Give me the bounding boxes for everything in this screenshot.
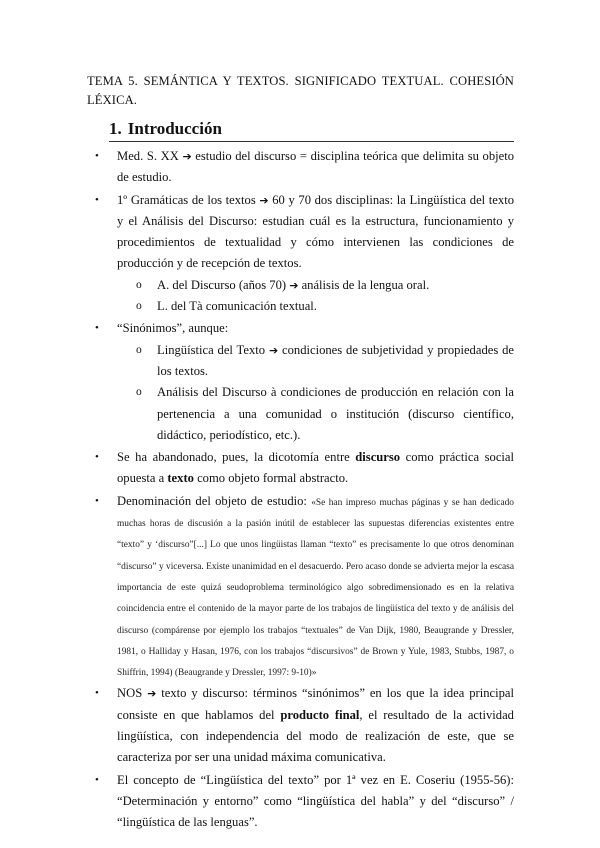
bullet-icon: •	[95, 451, 99, 464]
arrow-right-icon: ➔	[147, 687, 157, 701]
list-item: • Med. S. XX ➔ estudio del discurso = disciplina teórica que delimita su objeto de estudio.	[87, 146, 514, 189]
circle-bullet-icon: o	[136, 300, 142, 313]
circle-bullet-icon: o	[136, 278, 142, 291]
bullet-icon: •	[95, 773, 99, 786]
sub-list-item: o A. del Discurso (años 70) ➔ análisis de la lengua oral.	[117, 275, 514, 296]
arrow-right-icon: ➔	[268, 343, 279, 357]
sub-list-item: o Lingüística del Texto ➔ condiciones de subjetividad y propiedades de los textos.	[117, 340, 514, 383]
list-item: • 1º Gramáticas de los textos ➔ 60 y 70 dos disciplinas: la Lingüística del texto y el Análisis del Discurso: estudian cuál es la estructura, funcionamiento y procedimientos de textualidad y cómo intervienen las condiciones de producción y de recepción de textos. o A. del Discurso (años 70) ➔ análisis de la lengua oral. o L. del Tà comunicación textual.	[87, 190, 514, 318]
circle-bullet-icon: o	[136, 386, 142, 399]
document-title: TEMA 5. SEMÁNTICA Y TEXTOS. SIGNIFICADO TEXTUAL. COHESIÓN LÉXICA.	[87, 74, 514, 107]
list-item: • “Sinónimos”, aunque: o Lingüística del Texto ➔ condiciones de subjetividad y propiedades de los textos. o Análisis del Discurso à condiciones de producción en relación con la pertenencia a una comunidad o institución (discurso científico, didáctico, periodístico, etc.).	[87, 318, 514, 446]
bold-term: discurso	[355, 450, 401, 465]
sub-list	[117, 275, 514, 318]
list-item: • Denominación del objeto de estudio: «Se han impreso muchas páginas y se han dedicado muchas horas de discusión a la pasión inútil de establecer las supuestas diferencias existentes entre “texto” y ‘discurso”[...] Lo que unos lingüistas llaman “texto” es precisamente lo que otros denominan “discurso” y viceversa. Existe unanimidad en el desacuerdo. Pero acaso donde se advierta mejor la escasa importancia de este quizá seudoproblema terminológico algo sobredimensionado es en la relativa coincidencia entre el contenido de la mayor parte de los trabajos de lingüística del texto y de análisis del discurso (compárense por ejemplo los trabajos “textuales” de Van Dijk, 1980, Beaugrande y Dressler, 1981, o Halliday y Hasan, 1976, con los trabajos “discursivos” de Brown y Yule, 1983, Stubbs, 1987, o Shiffrin, 1994) (Beaugrande y Dressler, 1997: 9-10)»	[87, 491, 514, 683]
bold-term: producto final	[280, 707, 360, 722]
arrow-right-icon: ➔	[259, 193, 269, 207]
arrow-right-icon: ➔	[182, 150, 192, 163]
section-heading	[109, 119, 514, 142]
arrow-right-icon: ➔	[289, 278, 299, 292]
circle-bullet-icon: o	[136, 343, 142, 356]
bullet-icon: •	[95, 494, 99, 507]
bold-term: texto	[167, 471, 194, 486]
list-item: • NOS ➔ texto y discurso: términos “sinónimos” en los que la idea principal consiste en que hablamos del producto final, el resultado de la actividad lingüística, con independencia del modo de realización de este, que se caracteriza por ser una unidad máxima comunicativa.	[87, 683, 514, 768]
list-item: • El concepto de “Lingüística del texto” por 1ª vez en E. Coseriu (1955-56): “Determinación y entorno” como “lingüística del habla” y del “discurso” / “lingüística de las lenguas”.	[87, 770, 514, 834]
section-title: Introducción	[127, 119, 222, 138]
sub-list-item: o L. del Tà comunicación textual.	[117, 296, 514, 317]
block-quote: «Se han impreso muchas páginas y se han dedicado muchas horas de discusión a la pasión inútil de establecer las supuestas diferencias existentes entre “texto” y ‘discurso”[...] Lo que unos lingüistas llaman “texto” es precisamente lo que otros denominan “discurso” y viceversa. Existe unanimidad en el desacuerdo. Pero acaso donde se advierta mejor la escasa importancia de este quizá seudoproblema terminológico algo sobredimensionado es en la relativa coincidencia entre el contenido de la mayor parte de los trabajos de lingüística del texto y de análisis del discurso (compárense por ejemplo los trabajos “textuales” de Van Dijk, 1980, Beaugrande y Dressler, 1981, o Halliday y Hasan, 1976, con los trabajos “discursivos” de Brown y Yule, 1983, Stubbs, 1987, o Shiffrin, 1994) (Beaugrande y Dressler, 1997: 9-10)»	[117, 497, 514, 679]
sub-list-item: o Análisis del Discurso à condiciones de producción en relación con la pertenencia a una comunidad o institución (discurso científico, didáctico, periodístico, etc.).	[117, 382, 514, 446]
section-number: 1.	[109, 119, 122, 138]
bullet-icon: •	[95, 150, 99, 162]
list-item: • Se ha abandonado, pues, la dicotomía entre discurso como práctica social opuesta a texto como objeto formal abstracto.	[87, 447, 514, 490]
bullet-icon: •	[95, 193, 99, 206]
bullet-list	[87, 146, 514, 834]
bullet-icon: •	[95, 687, 99, 700]
sub-list	[117, 340, 514, 446]
bullet-icon: •	[95, 322, 99, 335]
